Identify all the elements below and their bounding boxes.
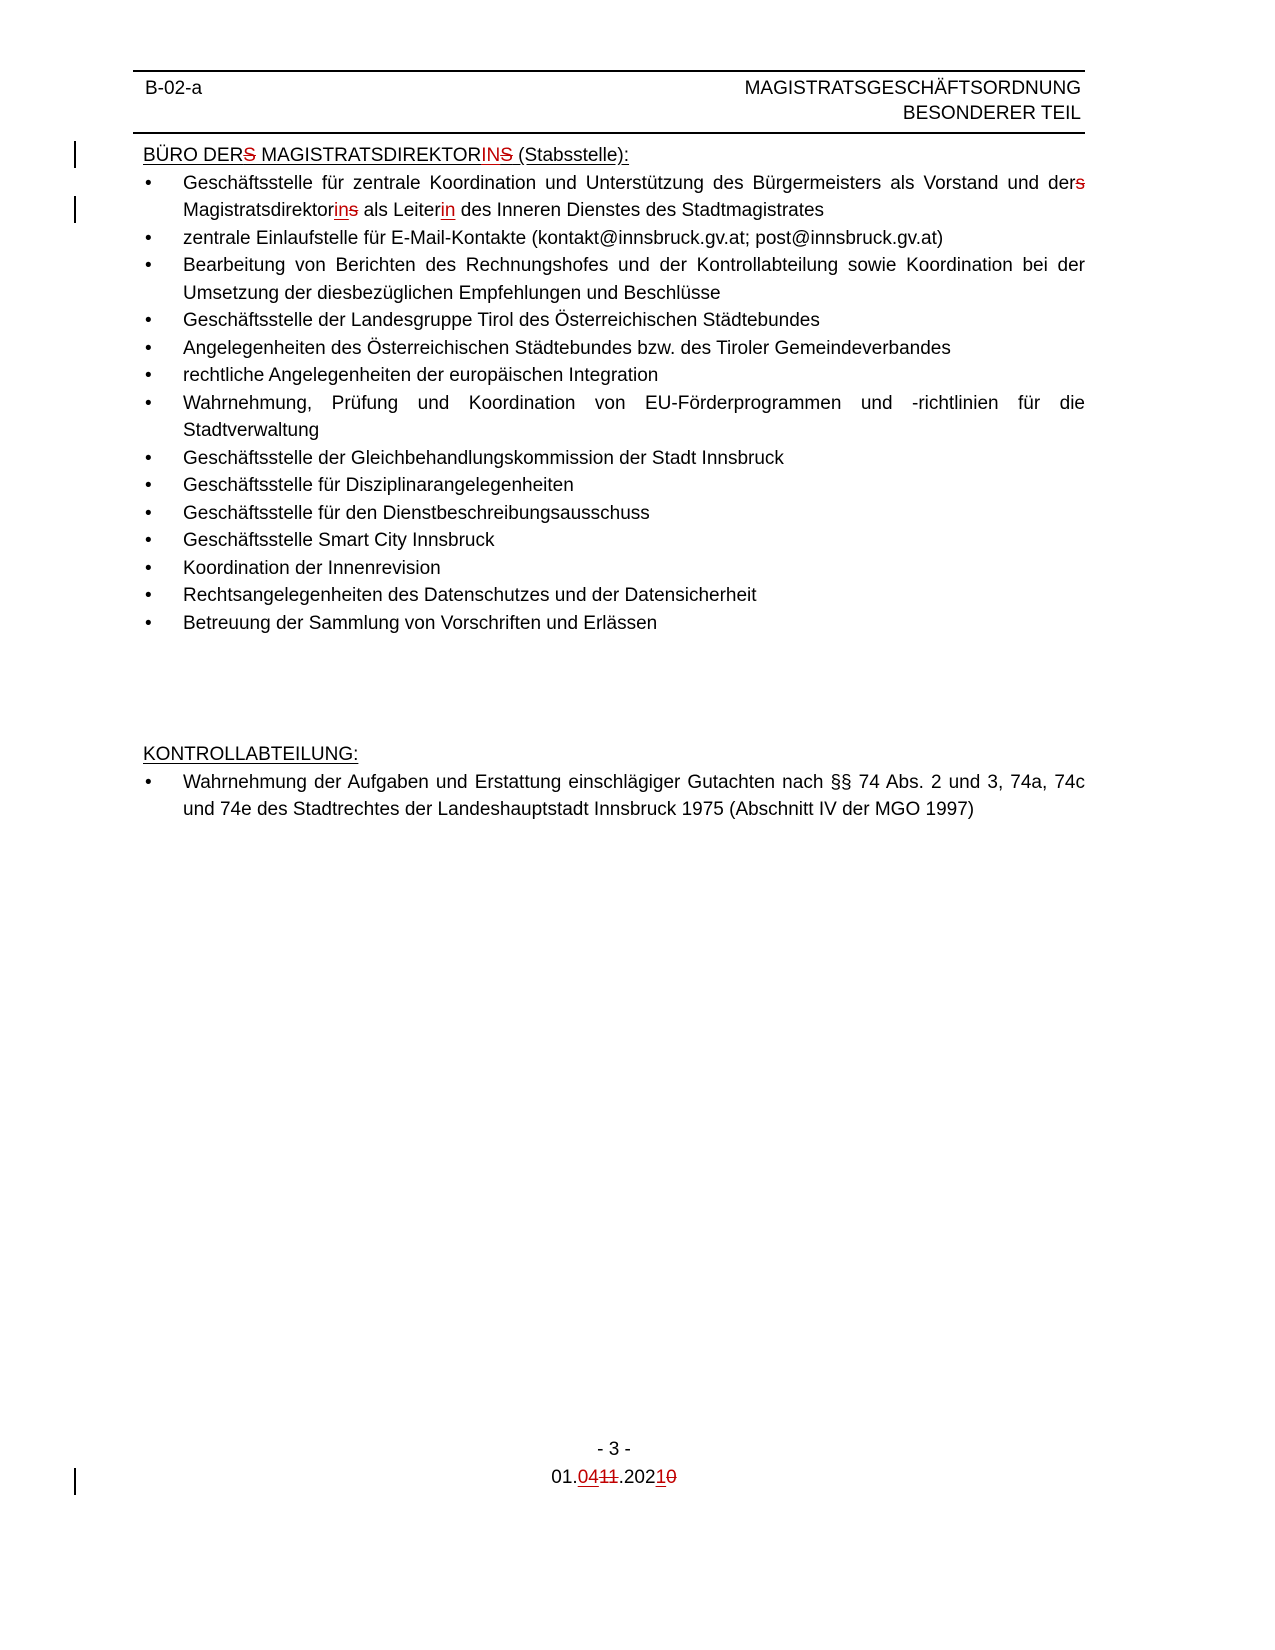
text-run: als Leiter <box>358 200 441 221</box>
deleted-text: S <box>243 145 256 166</box>
bullet-item <box>143 225 1085 253</box>
bullet-item <box>143 527 1085 555</box>
text-run: MAGISTRATSDIREKTOR <box>255 145 482 166</box>
change-bar <box>74 196 76 223</box>
text-run: .202 <box>618 1466 656 1488</box>
bullet-item <box>143 390 1085 445</box>
page-footer <box>143 1436 1085 1491</box>
section-heading <box>143 741 1085 769</box>
bullet-list <box>143 769 1085 824</box>
text-run: (Stabsstelle): <box>512 145 630 166</box>
text-run: Wahrnehmung der Aufgaben und Erstattung einschlägiger Gutachten nach §§ 74 Abs. 2 und 3, 74a, 74c und 74e des Stadtrechtes der Landeshauptstadt Innsbruck 1975 (Abschnitt IV der MGO 1997) <box>183 771 1085 820</box>
deleted-text: 11 <box>598 1466 619 1488</box>
section-buero-magistratsdirektorin <box>143 142 1085 637</box>
text-run: Betreuung der Sammlung von Vorschriften und Erlässen <box>183 612 658 634</box>
text-run: BÜRO DER <box>143 145 244 166</box>
text-run: Rechtsangelegenheiten des Datenschutzes und der Datensicherheit <box>183 585 757 606</box>
change-bar <box>74 141 76 168</box>
text-run: Koordination der Innenrevision <box>183 557 441 579</box>
bullet-item <box>143 252 1085 307</box>
text-run: des Inneren Dienstes des Stadtmagistrates <box>455 200 825 221</box>
bullet-item <box>143 445 1085 473</box>
text-run: 01. <box>551 1466 578 1488</box>
header-title-line2: BESONDERER TEIL <box>902 103 1081 124</box>
text-run: Wahrnehmung, Prüfung und Koordination von EU-Förderprogrammen und -richtlinien für die Stadtverwaltung <box>183 392 1085 441</box>
section-heading <box>143 142 1085 170</box>
text-run: Geschäftsstelle der Gleichbehandlungskommission der Stadt Innsbruck <box>183 447 784 469</box>
text-run: Geschäftsstelle für den Dienstbeschreibungsausschuss <box>183 502 650 524</box>
text-run: zentrale Einlaufstelle für E-Mail-Kontakte (kontakt@innsbruck.gv.at; post@innsbruck.gv.at) <box>183 227 944 249</box>
text-run: Angelegenheiten des Österreichischen Städtebundes bzw. des Tiroler Gemeindeverbandes <box>183 337 951 359</box>
text-run: Magistratsdirektor <box>183 200 334 221</box>
bullet-item <box>143 769 1085 824</box>
bullet-item <box>143 335 1085 363</box>
bullet-item <box>143 500 1085 528</box>
text-run: Bearbeitung von Berichten des Rechnungshofes und der Kontrollabteilung sowie Koordination bei der Umsetzung der diesbezüglichen Empfehlungen und Beschlüsse <box>183 255 1085 304</box>
bullet-item <box>143 555 1085 583</box>
bullet-item <box>143 362 1085 390</box>
deleted-text: s <box>1075 172 1085 194</box>
inserted-text: 04 <box>577 1466 599 1488</box>
page-number: - 3 - <box>597 1439 631 1460</box>
text-run: Geschäftsstelle Smart City Innsbruck <box>183 530 495 551</box>
change-bar <box>74 1468 76 1495</box>
deleted-text: S <box>500 145 513 166</box>
bullet-item <box>143 582 1085 610</box>
inserted-text: 1 <box>655 1466 667 1488</box>
section-kontrollabteilung <box>143 741 1085 824</box>
deleted-text: s <box>348 200 359 221</box>
text-run: KONTROLLABTEILUNG: <box>143 744 359 765</box>
inserted-text: IN <box>481 145 501 166</box>
text-run: rechtliche Angelegenheiten der europäischen Integration <box>183 365 659 386</box>
document-body <box>143 142 1085 824</box>
bullet-item <box>143 610 1085 638</box>
inserted-text: in <box>440 200 456 221</box>
document-header <box>133 70 1085 134</box>
bullet-item <box>143 307 1085 335</box>
bullet-item <box>143 472 1085 500</box>
text-run: Geschäftsstelle für zentrale Koordination und Unterstützung des Bürgermeisters als Vorstand und der <box>183 172 1076 194</box>
text-run: Geschäftsstelle der Landesgruppe Tirol des Österreichischen Städtebundes <box>183 310 820 331</box>
bullet-list <box>143 170 1085 638</box>
header-title-line1: MAGISTRATSGESCHÄFTSORDNUNG <box>744 78 1081 99</box>
deleted-text: 0 <box>666 1466 677 1488</box>
text-run: Geschäftsstelle für Disziplinarangelegenheiten <box>183 475 574 496</box>
doc-code: B-02-a <box>145 78 203 99</box>
inserted-text: in <box>334 200 349 221</box>
header-title <box>745 76 1081 126</box>
bullet-item <box>143 170 1085 225</box>
footer-date <box>143 1464 1085 1492</box>
